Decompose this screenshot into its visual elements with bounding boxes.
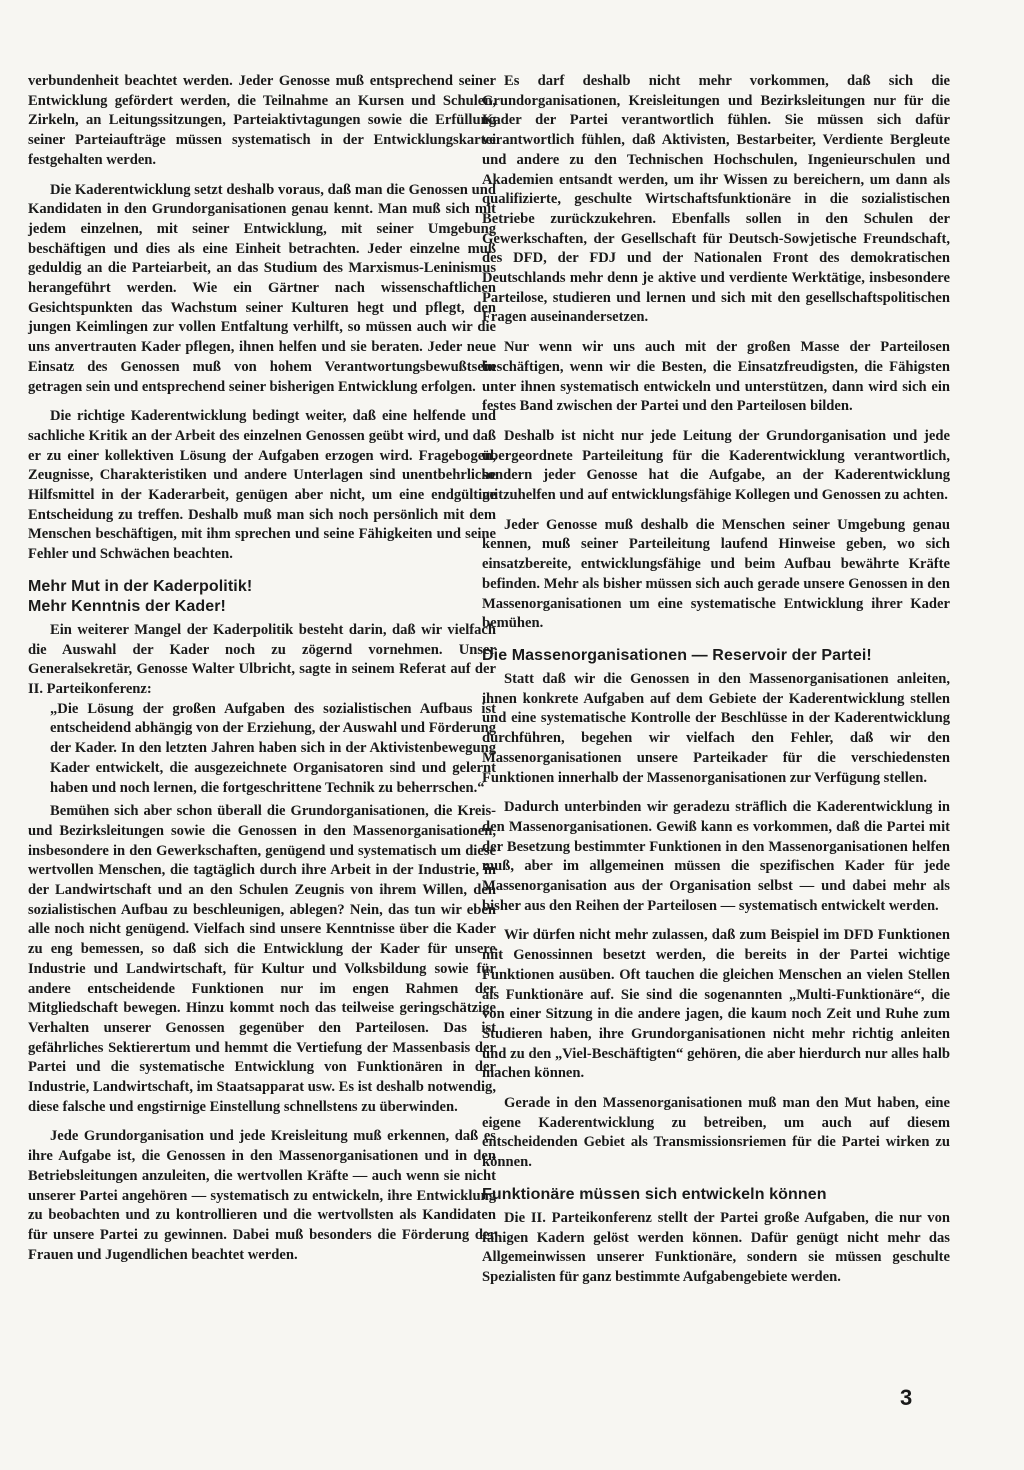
paragraph: Es darf deshalb nicht mehr vorkommen, daß sich die Grundorganisationen, Kreisleitungen und Bezirksleitungen nur für die Kader der Partei verantwortlich fühlen. Sie müssen sich dafür verantwortlich fühlen, daß Aktivisten, Bestarbeiter, Verdiente Bergleute und andere zu den Technischen Hochschulen, Ingenieurschulen und Akademien entsandt werden, um ihr Wissen zu bereichern, um dann als qualifizierte, geschulte Wirtschaftsfunktionäre in die sozialistischen Betriebe zurückzukehren. Ebenfalls sollen in den Schulen der Gewerkschaften, der Gesellschaft für Deutsch-Sowjetische Freundschaft, des DFD, der FDJ und der Nationalen Front des demokratischen Deutschlands mehr denn je aktive und verdiente Werktätige, insbesondere Parteilose, studieren und lernen und sich mit den gesellschaftspolitischen Fragen auseinandersetzen. — [482, 73, 950, 326]
heading-line: Mehr Mut in der Kaderpolitik! — [28, 577, 253, 595]
paragraph: verbundenheit beachtet werden. Jeder Genosse muß entsprechend seiner Entwicklung gefördert werden, die Teilnahme an Kursen und Schulen, Zirkeln, an Leitungssitzungen, Parteiaktivtagungen sowie die Erfüllung seiner Parteiaufträge müssen systematisch in der Entwicklungskartei festgehalten werden. — [28, 73, 496, 168]
paragraph: Wir dürfen nicht mehr zulassen, daß zum Beispiel im DFD Funktionen mit Genossinnen besetzt werden, die bereits in der Partei wichtige Funktionen ausüben. Oft tauchen die gleichen Menschen an vielen Stellen als Funktionäre auf. Sie sind die sogenannten „Multi-Funktionäre“, die von einer Sitzung in die andere jagen, die kaum noch Zeit und Ruhe zum Studieren haben, ihre Grundorganisationen nicht mehr richtig anleiten und zu den „Viel-Beschäftigten“ gehören, die aber hierdurch nur alles halb machen können. — [482, 927, 950, 1082]
paragraph: Bemühen sich aber schon überall die Grundorganisationen, die Kreis- und Bezirksleitungen sowie die Genossen in den Massenorganisationen, insbesondere in den Gewerkschaften, genügend und systematisch um diese wertvollen Menschen, die tagtäglich durch ihre Arbeit in der Industrie, in der Landwirtschaft und an den Schulen Zeugnis von ihrem Willen, den sozialistischen Aufbau zu beschleunigen, ablegen? Nein, das tun wir eben alle noch nicht genügend. Vielfach sind unsere Kenntnisse über die Kader zu eng bemessen, so daß sich die Entwicklung der Kader für unsere Industrie und Landwirtschaft, für Kultur und Volksbildung sowie für andere entscheidende Funktionen nur im engen Rahmen der Mitgliedschaft bewegen. Hinzu kommt noch das teilweise geringschätzige Verhalten unserer Genossen gegenüber den Parteilosen. Das ist gefährliches Sektierertum und hemmt die Vertiefung der Massenbasis der Partei und die systematische Entwicklung von Funktionären in der Industrie, Landwirtschaft, im Staatsapparat usw. Es ist deshalb notwendig, diese falsche und engstirnige Einstellung schnellstens zu überwinden. — [28, 803, 496, 1115]
paragraph: Statt daß wir die Genossen in den Massenorganisationen anleiten, ihnen konkrete Aufgaben auf dem Gebiete der Kaderentwicklung stellen und eine systematische Kontrolle der Beschlüsse in der Kaderentwicklung durchführen, begehen wir vielfach den Fehler, daß wir den Massenorganisationen unsere Parteikader für die verschiedensten Funktionen innerhalb der Massenorganisationen zur Verfügung stellen. — [482, 670, 950, 786]
paragraph: Jeder Genosse muß deshalb die Menschen seiner Umgebung genau kennen, muß seiner Parteileitung laufend Hinweise geben, wo sich einsatzbereite, entwicklungsfähige und beim Aufbau bewährte Kräfte befinden. Mehr als bisher müssen sich auch gerade unsere Genossen in den Massenorganisationen um eine systematische Entwicklung ihrer Kader bemühen. — [482, 516, 950, 632]
paragraph: Ein weiterer Mangel der Kaderpolitik besteht darin, daß wir vielfach die Auswahl der Kader noch zu zögernd vornehmen. Unser Generalsekretär, Genosse Walter Ulbricht, sagte in seinem Referat auf der II. Parteikonferenz: — [28, 621, 496, 697]
section-heading — [28, 577, 496, 617]
page-number: 3 — [900, 1385, 913, 1410]
right-column — [482, 72, 950, 1298]
paragraph: Nur wenn wir uns auch mit der großen Masse der Parteilosen beschäftigen, wenn wir die Besten, die Einsatzfreudigsten, die Fähigsten unter ihnen systematisch entwickeln und unterstützen, dann wird sich ein festes Band zwischen der Partei und den Parteilosen bilden. — [482, 339, 950, 415]
paragraph: Dadurch unterbinden wir geradezu sträflich die Kaderentwicklung in den Massenorganisationen. Gewiß kann es vorkommen, daß die Partei mit der Besetzung bestimmter Funktionen in den Massenorganisationen helfen muß, aber im allgemeinen müssen die spezifischen Kader für jede Massenorganisation aus der Organisation selbst — und dabei mehr als bisher aus den Reihen der Parteilosen — systematisch entwickelt werden. — [482, 799, 950, 914]
section-heading: Die Massenorganisationen — Reservoir der Partei! — [482, 646, 872, 664]
paragraph: Jede Grundorganisation und jede Kreisleitung muß erkennen, daß es ihre Aufgabe ist, die Genossen in den Massenorganisationen und in den Betriebsleitungen anzuleiten, die wertvollen Kräfte — auch wenn sie nicht unserer Partei angehören — systematisch zu entwickeln, ihre Entwicklung zu beobachten und zu kontrollieren und die wertvollsten als Kandidaten für unsere Partei zu gewinnen. Dabei muß besonders die Förderung der Frauen und Jugendlichen beachtet werden. — [28, 1128, 496, 1263]
paragraph: Gerade in den Massenorganisationen muß man den Mut haben, eine eigene Kaderentwicklung zu betreiben, um auch auf diesem entscheidenden Gebiet als Transmissionsriemen für die Partei wirken zu können. — [482, 1095, 950, 1171]
left-column — [28, 72, 496, 1275]
heading-line: Mehr Kenntnis der Kader! — [28, 597, 226, 615]
paragraph: Die richtige Kaderentwicklung bedingt weiter, daß eine helfende und sachliche Kritik an der Arbeit des einzelnen Genossen geübt wird, und daß er zu einer kollektiven Lösung der Aufgaben erzogen wird. Fragebogen, Zeugnisse, Charakteristiken und andere Unterlagen sind unentbehrliche Hilfsmittel in der Kaderarbeit, genügen aber nicht, um eine endgültige Entscheidung zu treffen. Deshalb muß man sich noch persönlich mit dem Menschen beschäftigen, mit ihm sprechen und seine Fähigkeiten und seine Fehler und Schwächen beachten. — [28, 408, 496, 563]
quotation: „Die Lösung der großen Aufgaben des sozialistischen Aufbaus ist entscheidend abhängig von der Erziehung, der Auswahl und Förderung der Kader. In den letzten Jahren haben sich in der Aktivistenbewegung Kader entwickelt, die ausgezeichnete Organisatoren sind und gelernt haben und noch lernen, die fortgeschrittene Technik zu beherrschen.“ — [50, 700, 496, 796]
paragraph: Deshalb ist nicht nur jede Leitung der Grundorganisation und jede übergeordnete Parteileitung für die Kaderentwicklung verantwortlich, sondern jeder Genosse hat die Aufgabe, an der Kaderentwicklung mitzuhelfen und auf entwicklungsfähige Kollegen und Genossen zu achten. — [482, 427, 950, 504]
paragraph: Die Kaderentwicklung setzt deshalb voraus, daß man die Genossen und Kandidaten in den Grundorganisationen genau kennt. Man muß sich mit jedem einzelnen, mit seiner Entwicklung, mit seiner Umgebung beschäftigen und dies als eine Einheit betrachten. Jeder einzelne muß geduldig an die Parteiarbeit, an das Studium des Marxismus-Leninismus herangeführt werden. Wie ein Gärtner nach wissenschaftlichen Gesichtspunkten das Wachstum seiner Kulturen hegt und pflegt, den jungen Keimlingen zur vollen Entfaltung verhilft, so müssen auch wir die uns anvertrauten Kader pflegen, ihnen helfen und sie beraten. Jeder neue Einsatz des Genossen muß von hohem Verantwortungsbewußtsein getragen sein und entsprechend seiner bisherigen Entwicklung erfolgen. — [28, 181, 496, 395]
section-heading: Funktionäre müssen sich entwickeln können — [482, 1185, 827, 1203]
paragraph: Die II. Parteikonferenz stellt der Partei große Aufgaben, die nur von fähigen Kadern gelöst werden können. Dafür genügt nicht mehr das Allgemeinwissen unserer Funktionäre, sondern sie müssen geschulte Spezialisten für ganz bestimmte Aufgabengebiete werden. — [482, 1209, 950, 1285]
